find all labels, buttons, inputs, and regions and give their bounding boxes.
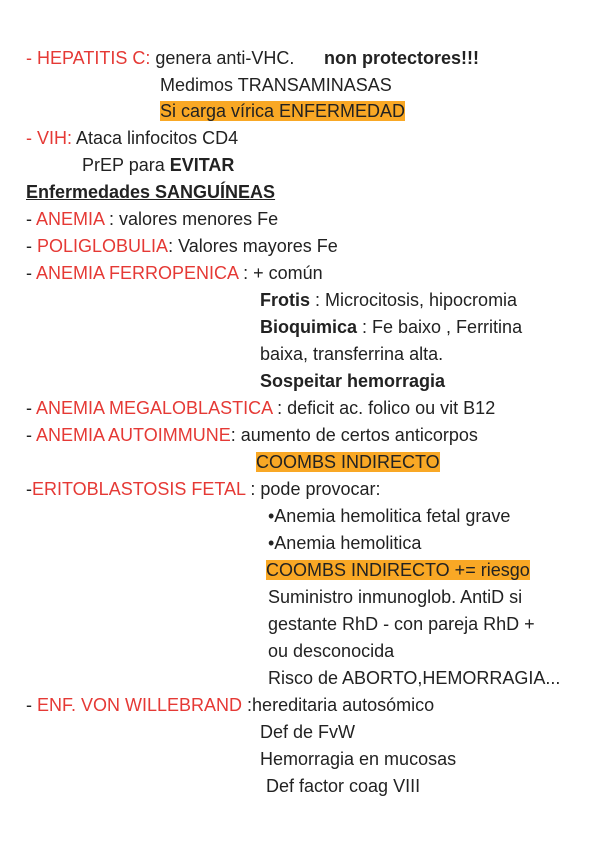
poliglobulia-term: POLIGLOBULIA [37,236,169,256]
willebrand-text: :hereditaria autosómico [242,695,435,715]
frotis-line [260,288,517,312]
hepatitis-bold-note: non protectores!!! [324,48,479,68]
vih-prep-line [82,153,234,177]
hepatitis-term: HEPATITIS C: [37,48,151,68]
eritoblastosis-text: : pode provocar: [245,479,381,499]
hepatitis-line [26,46,294,70]
megaloblastica-dash: - [26,398,37,418]
vih-prep-bold: EVITAR [169,155,235,175]
eritoblastosis-dash: - [26,479,32,499]
vih-term: - VIH: [26,128,73,148]
anemia-term: ANEMIA [36,209,105,229]
frotis-label: Frotis [260,290,311,310]
ferropenica-term: ANEMIA FERROPENICA [36,263,239,283]
anemia-text: : valores menores Fe [104,209,279,229]
willebrand-term: ENF. VON WILLEBRAND [37,695,243,715]
poliglobulia-text: : Valores mayores Fe [168,236,338,256]
autoimmune-line [26,423,478,447]
hepatitis-highlight-line [160,99,405,123]
eritoblastosis-term: ERITOBLASTOSIS FETAL [32,479,246,499]
ferropenica-line [26,261,323,285]
vih-prep-text: PrEP para [82,155,170,175]
eritoblastosis-line-5: gestante RhD - con pareja RhD + [268,614,535,634]
ferropenica-text: : + común [238,263,323,283]
anemia-dash: - [26,209,37,229]
vih-text: Ataca linfocitos CD4 [72,128,239,148]
hepatitis-dash: - [26,48,37,68]
eritoblastosis-highlight-line [266,558,530,582]
eritoblastosis-highlight: COOMBS INDIRECTO += riesgo [266,560,530,580]
megaloblastica-term: ANEMIA MEGALOBLASTICA [36,398,273,418]
section-title: Enfermedades SANGUÍNEAS [26,182,276,202]
sospeitar-hemorragia: Sospeitar hemorragia [260,371,446,391]
willebrand-line-4: Def factor coag VIII [266,776,421,796]
autoimmune-term: ANEMIA AUTOIMMUNE [36,425,231,445]
eritoblastosis-line [26,477,381,501]
willebrand-dash: - [26,695,37,715]
eritoblastosis-bullet-2: •Anemia hemolitica [268,533,422,553]
eritoblastosis-line-7: Risco de ABORTO,HEMORRAGIA... [268,668,561,688]
anemia-line [26,207,278,231]
bioquimica-line [260,315,522,339]
frotis-text: : Microcitosis, hipocromia [310,290,518,310]
willebrand-line-3: Hemorragia en mucosas [260,749,457,769]
megaloblastica-text: : deficit ac. folico ou vit B12 [272,398,496,418]
autoimmune-text: : aumento de certos anticorpos [230,425,478,445]
willebrand-line-2: Def de FvW [260,722,356,742]
hepatitis-transaminasas: Medimos TRANSAMINASAS [160,75,392,95]
bioquimica-text: : Fe baixo , Ferritina [357,317,523,337]
willebrand-line [26,693,434,717]
megaloblastica-line [26,396,495,420]
poliglobulia-dash: - [26,236,37,256]
eritoblastosis-bullet-1: •Anemia hemolitica fetal grave [268,506,511,526]
autoimmune-highlight-line [256,450,440,474]
eritoblastosis-line-6: ou desconocida [268,641,395,661]
autoimmune-dash: - [26,425,37,445]
poliglobulia-line [26,234,338,258]
ferropenica-dash: - [26,263,37,283]
vih-line [26,126,238,150]
autoimmune-highlight: COOMBS INDIRECTO [256,452,440,472]
bioquimica-line2: baixa, transferrina alta. [260,344,444,364]
bioquimica-label: Bioquimica [260,317,358,337]
hepatitis-text: genera anti-VHC. [150,48,295,68]
hepatitis-highlight: Si carga vírica ENFERMEDAD [160,101,406,121]
eritoblastosis-line-4: Suministro inmunoglob. AntiD si [268,587,523,607]
